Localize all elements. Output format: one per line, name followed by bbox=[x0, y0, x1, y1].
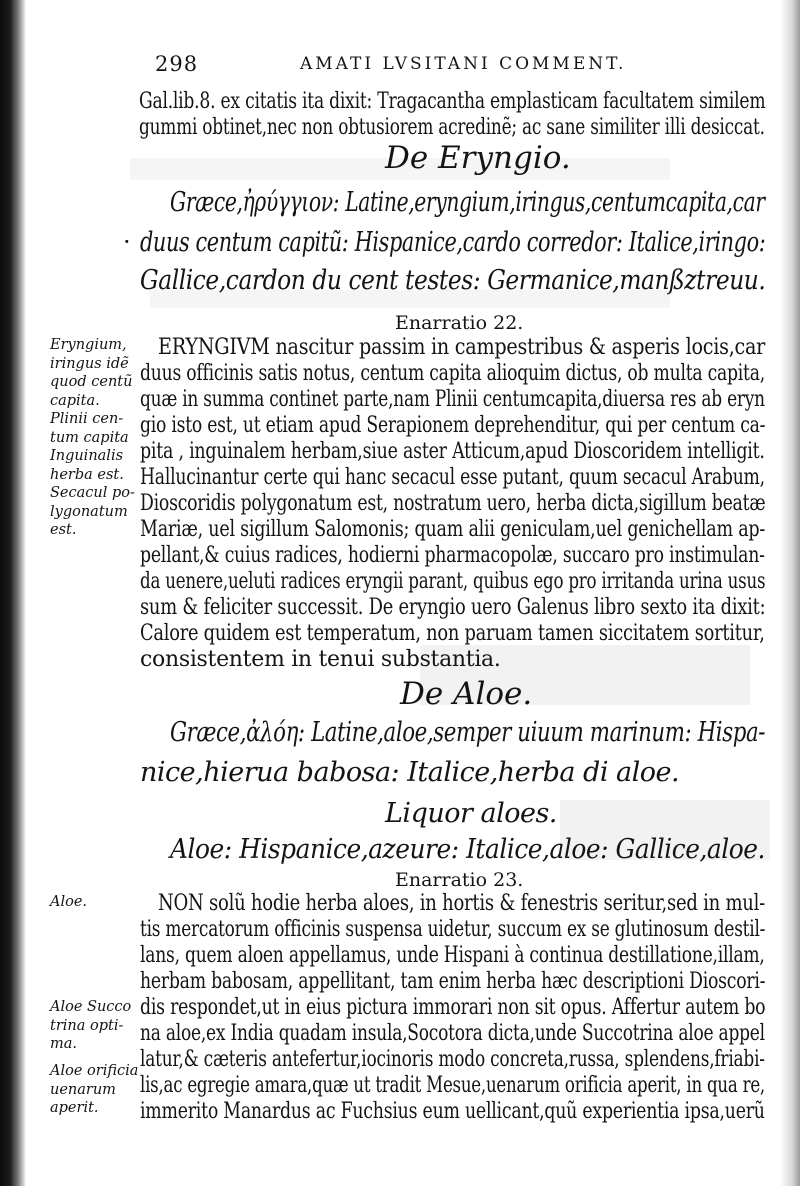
body-line: Hallucinantur certe qui hanc secacul esse putant, quum secacul Arabum, bbox=[140, 465, 765, 490]
intro-line: gummi obtinet,nec non obtusiorem acredinẽ; ac sane similiter illi desiccat. bbox=[139, 115, 765, 140]
body-line: tis mercatorum officinis suspensa uidetur, succum ex se glutinosum destil- bbox=[140, 917, 766, 942]
page-gutter-shadow bbox=[0, 0, 26, 1186]
names-line: Gallice,cardon du cent testes: Germanice,manßztreuu. bbox=[140, 265, 766, 296]
names-line: nice,hierua babosa: Italice,herba di aloe. bbox=[140, 757, 680, 788]
section-heading-aloe: De Aloe. bbox=[400, 676, 533, 712]
body-line: immerito Manardus ac Fuchsius eum uellicant,quũ experientia ipsa,uerũ bbox=[140, 1099, 765, 1124]
margin-note bbox=[50, 1062, 138, 1118]
margin-note-line: iringus idẽ bbox=[50, 355, 129, 372]
body-line: gio isto est, ut etiam apud Serapionem deprehenditur, qui per centum ca- bbox=[140, 413, 766, 438]
body-line: dis respondet,ut in eius pictura immorari non sit opus. Affertur autem bo bbox=[140, 995, 766, 1020]
body-line: Mariæ, uel sigillum Salomonis; quam alii geniculam,uel genichellam ap- bbox=[140, 517, 766, 542]
intro-line: Gal.lib.8. ex citatis ita dixit: Tragacantha emplasticam facultatem similem bbox=[139, 89, 766, 114]
margin-note-line: tum capita bbox=[50, 429, 129, 446]
margin-note-line: est. bbox=[50, 522, 77, 538]
margin-note-line: trina opti- bbox=[50, 1017, 124, 1034]
margin-note-line: ma. bbox=[50, 1036, 78, 1052]
margin-note-line: Aloe orificia bbox=[50, 1063, 139, 1079]
body-line: lans, quem aloen appellamus, unde Hispani à continua destillatione,illam, bbox=[140, 943, 765, 968]
enarratio-label: Enarratio 23. bbox=[395, 869, 524, 891]
page-number: 298 bbox=[155, 52, 199, 76]
body-line: quæ in summa continet parte,nam Plinii centumcapita,diuersa res ab eryn bbox=[140, 387, 765, 412]
margin-note-line: uenarum bbox=[50, 1081, 116, 1098]
running-head: AMATI LVSITANI COMMENT. bbox=[300, 54, 627, 74]
margin-note-line: aperit. bbox=[50, 1100, 99, 1116]
bullet-mark: · bbox=[123, 228, 131, 256]
page-header bbox=[150, 52, 670, 82]
names-line: Aloe: Hispanice,azeure: Italice,aloe: Gallice,aloe. bbox=[170, 834, 765, 865]
margin-note-line: Inguinalis bbox=[50, 448, 124, 464]
margin-note-line: Aloe. bbox=[50, 894, 88, 910]
margin-note bbox=[50, 998, 131, 1054]
margin-note-line: Eryngium, bbox=[50, 337, 127, 353]
body-line: pita , inguinalem herbam,siue aster Atticum,apud Dioscoridem intelligit. bbox=[140, 439, 765, 464]
names-line: Græce,ἀλόη: Latine,aloe,semper uiuum marinum: Hispa- bbox=[170, 717, 766, 748]
margin-note bbox=[50, 336, 135, 540]
body-line: consistentem in tenui substantia. bbox=[140, 647, 501, 672]
body-line: Dioscoridis polygonatum est, nostratum uero, herba dicta,sigillum beatæ bbox=[140, 491, 766, 516]
sub-heading-liquor: Liquor aloes. bbox=[385, 798, 557, 829]
body-line: lis,ac egregie amara,quæ ut tradit Mesue,uenarum orificia aperit, in qua re, bbox=[140, 1073, 765, 1098]
page-edge-shadow bbox=[780, 0, 800, 1186]
body-line: pellant,& cuius radices, hodierni pharmacopolæ, succaro pro instimulan- bbox=[140, 543, 765, 568]
names-line: duus centum capitũ: Hispanice,cardo corredor: Italice,iringo: bbox=[140, 227, 766, 258]
margin-note-line: Aloe Succo bbox=[50, 999, 132, 1015]
body-line: NON solũ hodie herba aloes, in hortis & fenestris seritur,sed in mul- bbox=[158, 891, 765, 916]
margin-note-line: Secacul po- bbox=[50, 485, 135, 501]
names-line: Græce,ἠρύγγιον: Latine,eryngium,iringus,centumcapita,car bbox=[170, 187, 765, 218]
enarratio-label: Enarratio 22. bbox=[395, 312, 524, 334]
margin-note-line: lygonatum bbox=[50, 503, 128, 520]
margin-note-line: Plinii cen- bbox=[50, 411, 124, 427]
body-line: latur,& cæteris antefertur,iocinoris modo concreta,russa, splendens,friabi- bbox=[140, 1047, 765, 1072]
margin-note-line: capita. bbox=[50, 392, 100, 409]
body-line: na aloe,ex India quadam insula,Socotora dicta,unde Succotrina aloe appel bbox=[140, 1021, 765, 1046]
margin-note bbox=[50, 893, 87, 912]
body-line: da uenere,ueluti radices eryngii parant, quibus ego pro irritanda urina usus bbox=[140, 569, 766, 594]
body-line: herbam babosam, appellitant, tam enim herba hæc descriptioni Dioscori- bbox=[140, 969, 766, 994]
section-heading-eryngio: De Eryngio. bbox=[385, 140, 571, 176]
body-line: ERYNGIVM nascitur passim in campestribus & asperis locis,car bbox=[158, 335, 766, 360]
margin-note-line: quod centũ bbox=[50, 374, 133, 390]
body-line: duus officinis satis notus, centum capita alioquim dictus, ob multa capita, bbox=[140, 361, 765, 386]
body-line: sum & feliciter successit. De eryngio uero Galenus libro sexto ita dixit: bbox=[140, 595, 766, 620]
body-line: Calore quidem est temperatum, non paruam tamen siccitatem sortitur, bbox=[140, 621, 765, 646]
margin-note-line: herba est. bbox=[50, 466, 124, 483]
